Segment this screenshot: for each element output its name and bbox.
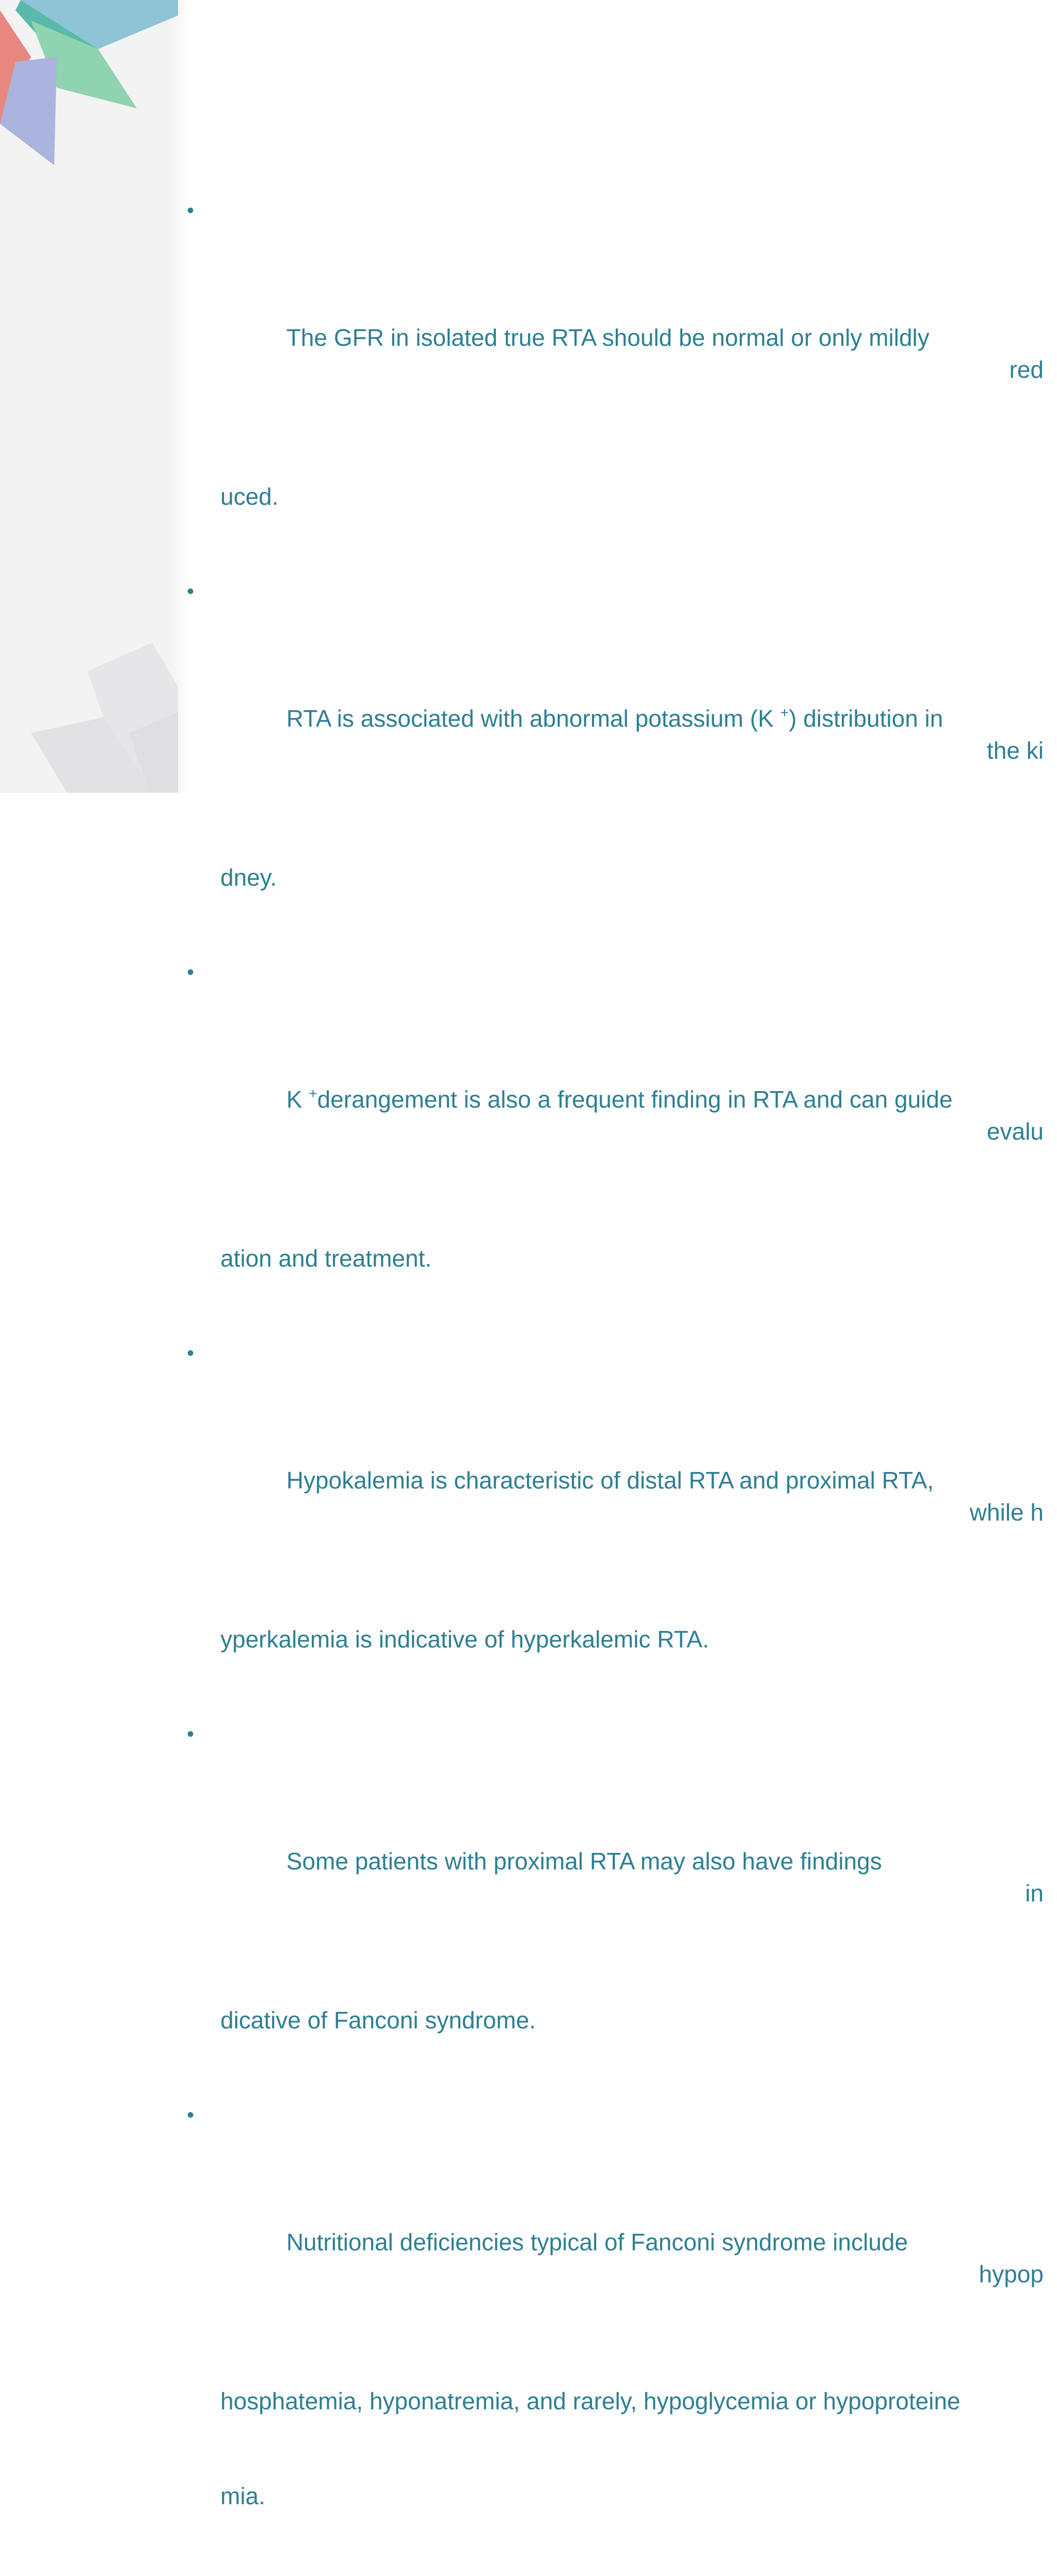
bullet-line-continued: ation and treatment. [220,1244,432,1272]
bullet-text: Hypokalemia is characteristic of distal RTA and proximal RTA, [286,1467,934,1494]
bullet-text: The GFR in isolated true RTA should be normal or only mildly [286,324,930,351]
bullet-text: ) distribution in [789,705,943,732]
bullet-item [182,1338,1049,1719]
bullet-line [220,291,1049,418]
bullet-dot: • [187,580,195,603]
bullet-line-continued: uced. [220,483,279,510]
bullet-item [182,1719,1049,2100]
bullet-item [182,195,1049,576]
bottom-left-watermark-decoration [0,0,178,793]
superscript-plus: + [780,705,789,721]
bullet-line [220,1052,1049,1179]
bullet-text-tail: in [1025,1879,1044,1907]
bullet-line [220,1814,1049,1941]
bullet-line-continued: yperkalemia is indicative of hyperkalemic RTA. [220,1625,709,1653]
bullet-item [182,2100,1049,2576]
bullet-text-tail: the ki [987,737,1044,764]
bullet-line-continued: hosphatemia, hyponatremia, and rarely, hypoglycemia or hypoproteine [220,2387,960,2414]
bullet-list [182,195,1049,2576]
bullet-line [220,2195,1049,2322]
bullet-dot: • [187,1723,195,1746]
bullet-dot: • [187,1342,195,1365]
bullet-dot: • [187,199,195,222]
bullet-text: K [286,1086,309,1113]
slide-content [182,195,1049,2576]
bullet-text-tail: evalu [987,1117,1044,1145]
bullet-line-continued: dney. [220,863,277,891]
bullet-text-tail: red [1009,356,1044,383]
bullet-line [220,671,1049,798]
superscript-plus: + [309,1085,317,1101]
bullet-line-continued: dicative of Fanconi syndrome. [220,2006,536,2034]
bullet-item [182,957,1049,1338]
bullet-line-continued: mia. [220,2483,265,2509]
bullet-text-tail: hypop [979,2260,1044,2287]
bullet-text-tail: while h [969,1498,1044,1526]
bullet-dot: • [187,2104,195,2126]
bullet-text: RTA is associated with abnormal potassium (K [286,705,780,732]
bullet-text: Some patients with proximal RTA may also have findings [286,1848,882,1875]
bullet-item [182,576,1049,957]
bullet-text: derangement is also a frequent finding in RTA and can guide [317,1086,953,1113]
bullet-dot: • [187,961,195,984]
bullet-text: Nutritional deficiencies typical of Fanconi syndrome include [286,2229,908,2255]
bullet-line [220,1433,1049,1560]
